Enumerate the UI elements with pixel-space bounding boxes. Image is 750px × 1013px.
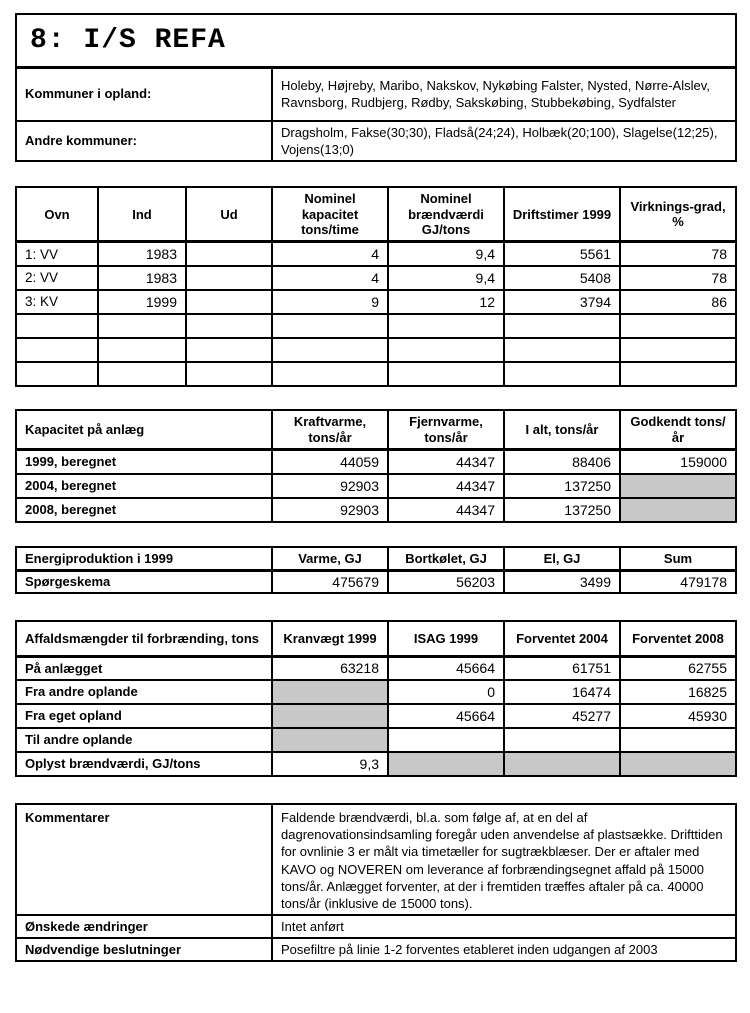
column-header-el: El, GJ bbox=[504, 547, 620, 571]
affald-title: Affaldsmængder til forbrænding, tons bbox=[16, 621, 272, 656]
cell-kapacitet: 9 bbox=[272, 290, 388, 314]
cell-driftstimer: 5561 bbox=[504, 242, 620, 266]
row-label-fra-andre-oplande: Fra andre oplande bbox=[16, 680, 272, 704]
table-row bbox=[16, 498, 736, 522]
empty-cell bbox=[186, 338, 272, 362]
cell-kommentarer-text: Faldende brændværdi, bl.a. som følge af, at en del af dagrenovationsindsamling foregår uden anvendelse af plastsække. Drifttiden for ovnlinie 3 er målt via timetæller for sugtrækblæser. Der er aftaler med KAVO og NOVEREN om leverance af forbrændingsegnet affald på 15000 tons/år. Anlægget forventer, at der i fremtiden træffes aftaler på ca. 40000 tons/år (inklusive de 15000 tons). bbox=[272, 804, 736, 915]
table-row bbox=[16, 938, 736, 961]
cell-virkningsgrad: 78 bbox=[620, 266, 736, 290]
empty-cell bbox=[388, 362, 504, 386]
cell-forventet-2004: 61751 bbox=[504, 656, 620, 680]
table-row bbox=[16, 680, 736, 704]
table-row bbox=[16, 242, 736, 266]
cell-i-alt: 88406 bbox=[504, 450, 620, 474]
cell-ovn-name: 3: KV bbox=[16, 290, 98, 314]
cell-i-alt: 137250 bbox=[504, 474, 620, 498]
page-title: 8: I/S REFA bbox=[16, 14, 736, 67]
cell-fjernvarme: 44347 bbox=[388, 474, 504, 498]
column-header-kranvaegt: Kranvægt 1999 bbox=[272, 621, 388, 656]
empty-cell bbox=[272, 338, 388, 362]
table-row bbox=[16, 915, 736, 938]
energi-table bbox=[15, 546, 737, 594]
column-header-nominel-kapacitet: Nominel kapacitet tons/time bbox=[272, 187, 388, 241]
row-label-1999-beregnet: 1999, beregnet bbox=[16, 450, 272, 474]
empty-cell bbox=[98, 338, 186, 362]
cell-sum: 479178 bbox=[620, 571, 736, 594]
table-row bbox=[16, 704, 736, 728]
energi-title: Energiproduktion i 1999 bbox=[16, 547, 272, 571]
ovn-header-row bbox=[16, 187, 736, 241]
info-label-andre-kommuner: Andre kommuner: bbox=[16, 121, 272, 161]
column-header-i-alt: I alt, tons/år bbox=[504, 410, 620, 450]
cell-driftstimer: 3794 bbox=[504, 290, 620, 314]
cell-fjernvarme: 44347 bbox=[388, 498, 504, 522]
cell-braendvaerdi: 9,4 bbox=[388, 242, 504, 266]
empty-table-row bbox=[16, 338, 736, 362]
cell-kraftvarme: 44059 bbox=[272, 450, 388, 474]
title-row bbox=[16, 14, 736, 67]
cell-isag: 45664 bbox=[388, 656, 504, 680]
table-row bbox=[16, 571, 736, 594]
cell-ind: 1983 bbox=[98, 266, 186, 290]
energi-header-row bbox=[16, 547, 736, 571]
empty-cell bbox=[620, 728, 736, 752]
gray-cell-godkendt bbox=[620, 498, 736, 522]
table-row bbox=[16, 121, 736, 161]
cell-kranvaegt: 9,3 bbox=[272, 752, 388, 776]
column-header-forventet-2004: Forventet 2004 bbox=[504, 621, 620, 656]
cell-ovn-name: 1: VV bbox=[16, 242, 98, 266]
cell-i-alt: 137250 bbox=[504, 498, 620, 522]
empty-cell bbox=[620, 338, 736, 362]
cell-braendvaerdi: 9,4 bbox=[388, 266, 504, 290]
cell-forventet-2004: 45277 bbox=[504, 704, 620, 728]
empty-cell bbox=[272, 314, 388, 338]
column-header-ud: Ud bbox=[186, 187, 272, 241]
table-row bbox=[16, 67, 736, 121]
table-row bbox=[16, 752, 736, 776]
cell-nodvendige-beslutninger-text: Posefiltre på linie 1-2 forventes etableret inden udgangen af 2003 bbox=[272, 938, 736, 961]
table-row bbox=[16, 450, 736, 474]
cell-virkningsgrad: 86 bbox=[620, 290, 736, 314]
column-header-driftstimer: Driftstimer 1999 bbox=[504, 187, 620, 241]
table-row bbox=[16, 290, 736, 314]
header-info-table bbox=[15, 13, 737, 162]
empty-cell bbox=[272, 362, 388, 386]
kapacitet-table bbox=[15, 409, 737, 523]
cell-ud bbox=[186, 242, 272, 266]
row-label-sporgeskema: Spørgeskema bbox=[16, 571, 272, 594]
gray-cell-kranvaegt bbox=[272, 704, 388, 728]
column-header-fjernvarme: Fjernvarme, tons/år bbox=[388, 410, 504, 450]
cell-ind: 1983 bbox=[98, 242, 186, 266]
column-header-isag: ISAG 1999 bbox=[388, 621, 504, 656]
gray-cell-forventet-2008 bbox=[620, 752, 736, 776]
row-label-2004-beregnet: 2004, beregnet bbox=[16, 474, 272, 498]
empty-cell bbox=[504, 338, 620, 362]
cell-isag: 45664 bbox=[388, 704, 504, 728]
cell-forventet-2008: 62755 bbox=[620, 656, 736, 680]
cell-kraftvarme: 92903 bbox=[272, 498, 388, 522]
cell-ind: 1999 bbox=[98, 290, 186, 314]
ovn-table bbox=[15, 186, 737, 386]
empty-table-row bbox=[16, 362, 736, 386]
table-row bbox=[16, 266, 736, 290]
cell-varme: 475679 bbox=[272, 571, 388, 594]
row-label-fra-eget-opland: Fra eget opland bbox=[16, 704, 272, 728]
empty-cell bbox=[388, 314, 504, 338]
gray-cell-isag bbox=[388, 752, 504, 776]
cell-ovn-name: 2: VV bbox=[16, 266, 98, 290]
cell-godkendt: 159000 bbox=[620, 450, 736, 474]
cell-kapacitet: 4 bbox=[272, 242, 388, 266]
cell-fjernvarme: 44347 bbox=[388, 450, 504, 474]
info-label-kommuner-i-opland: Kommuner i opland: bbox=[16, 67, 272, 121]
gray-cell-forventet-2004 bbox=[504, 752, 620, 776]
column-header-bortkolet: Bortkølet, GJ bbox=[388, 547, 504, 571]
column-header-ind: Ind bbox=[98, 187, 186, 241]
empty-cell bbox=[98, 314, 186, 338]
cell-kraftvarme: 92903 bbox=[272, 474, 388, 498]
empty-table-row bbox=[16, 314, 736, 338]
empty-cell bbox=[16, 338, 98, 362]
empty-cell bbox=[186, 362, 272, 386]
empty-cell bbox=[504, 314, 620, 338]
column-header-nominel-braendvaerdi: Nominel brændværdi GJ/tons bbox=[388, 187, 504, 241]
cell-onskede-aendringer-text: Intet anført bbox=[272, 915, 736, 938]
affald-table bbox=[15, 620, 737, 777]
cell-driftstimer: 5408 bbox=[504, 266, 620, 290]
gray-cell-kranvaegt bbox=[272, 728, 388, 752]
row-label-oplyst-braendvaerdi: Oplyst brændværdi, GJ/tons bbox=[16, 752, 272, 776]
row-label-pa-anlaegget: På anlægget bbox=[16, 656, 272, 680]
column-header-varme: Varme, GJ bbox=[272, 547, 388, 571]
cell-kapacitet: 4 bbox=[272, 266, 388, 290]
kapacitet-title: Kapacitet på anlæg bbox=[16, 410, 272, 450]
column-header-ovn: Ovn bbox=[16, 187, 98, 241]
column-header-virkningsgrad: Virknings-grad, % bbox=[620, 187, 736, 241]
kapacitet-header-row bbox=[16, 410, 736, 450]
row-label-nodvendige-beslutninger: Nødvendige beslutninger bbox=[16, 938, 272, 961]
table-row bbox=[16, 474, 736, 498]
table-row bbox=[16, 804, 736, 915]
info-value-andre-kommuner: Dragsholm, Fakse(30;30), Fladså(24;24), Holbæk(20;100), Slagelse(12;25), Vojens(13;0) bbox=[272, 121, 736, 161]
cell-isag: 0 bbox=[388, 680, 504, 704]
empty-cell bbox=[620, 362, 736, 386]
info-value-kommuner-i-opland: Holeby, Højreby, Maribo, Nakskov, Nykøbing Falster, Nysted, Nørre-Alslev, Ravnsborg, Rudbjerg, Rødby, Sakskøbing, Stubbekøbing, Sydfalster bbox=[272, 67, 736, 121]
comments-table bbox=[15, 803, 737, 962]
empty-cell bbox=[16, 314, 98, 338]
table-row bbox=[16, 728, 736, 752]
empty-cell bbox=[504, 728, 620, 752]
cell-forventet-2008: 45930 bbox=[620, 704, 736, 728]
cell-bortkolet: 56203 bbox=[388, 571, 504, 594]
cell-forventet-2004: 16474 bbox=[504, 680, 620, 704]
row-label-2008-beregnet: 2008, beregnet bbox=[16, 498, 272, 522]
column-header-sum: Sum bbox=[620, 547, 736, 571]
affald-header-row bbox=[16, 621, 736, 656]
gray-cell-godkendt bbox=[620, 474, 736, 498]
cell-el: 3499 bbox=[504, 571, 620, 594]
empty-cell bbox=[186, 314, 272, 338]
cell-virkningsgrad: 78 bbox=[620, 242, 736, 266]
cell-ud bbox=[186, 290, 272, 314]
cell-forventet-2008: 16825 bbox=[620, 680, 736, 704]
gray-cell-kranvaegt bbox=[272, 680, 388, 704]
empty-cell bbox=[504, 362, 620, 386]
cell-kranvaegt: 63218 bbox=[272, 656, 388, 680]
row-label-onskede-aendringer: Ønskede ændringer bbox=[16, 915, 272, 938]
column-header-forventet-2008: Forventet 2008 bbox=[620, 621, 736, 656]
row-label-kommentarer: Kommentarer bbox=[16, 804, 272, 915]
row-label-til-andre-oplande: Til andre oplande bbox=[16, 728, 272, 752]
cell-braendvaerdi: 12 bbox=[388, 290, 504, 314]
empty-cell bbox=[388, 338, 504, 362]
empty-cell bbox=[16, 362, 98, 386]
column-header-kraftvarme: Kraftvarme, tons/år bbox=[272, 410, 388, 450]
cell-ud bbox=[186, 266, 272, 290]
column-header-godkendt: Godkendt tons/år bbox=[620, 410, 736, 450]
empty-cell bbox=[98, 362, 186, 386]
table-row bbox=[16, 656, 736, 680]
empty-cell bbox=[388, 728, 504, 752]
empty-cell bbox=[620, 314, 736, 338]
